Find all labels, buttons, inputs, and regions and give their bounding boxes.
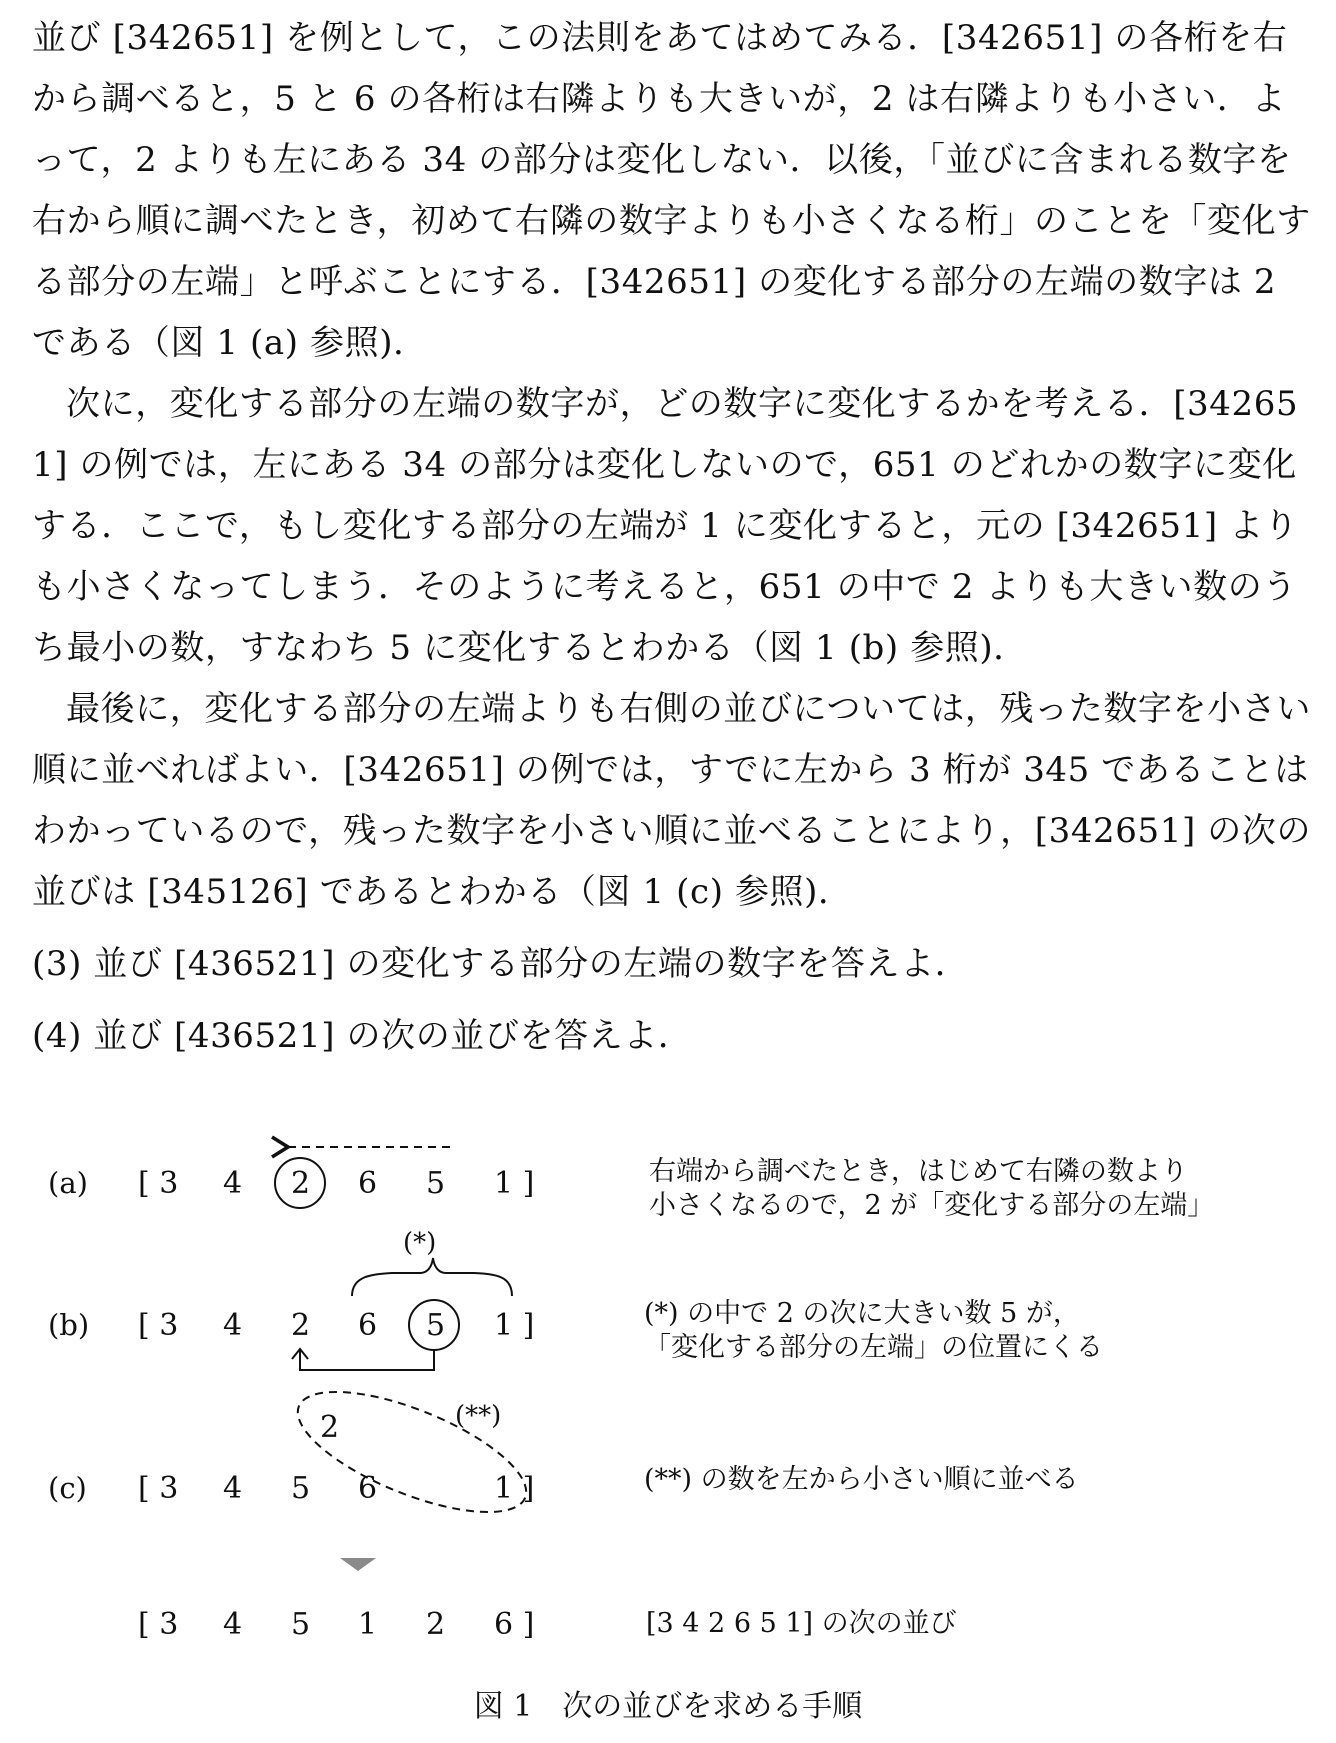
- row-b-circle-marker: [409, 1300, 459, 1350]
- result-item-5: 2: [426, 1607, 446, 1642]
- row-b-move-arrow: [300, 1350, 434, 1370]
- row-a-label: (a): [48, 1166, 88, 1200]
- row-b-item-1: [ 3: [138, 1308, 179, 1343]
- row-b-desc-line-2: 「変化する部分の左端」の位置にくる: [644, 1332, 1103, 1363]
- row-a-circle-marker: [275, 1158, 325, 1208]
- paragraph-1: 並び [342651] を例として，この法則をあてはめてみる．[342651] の各桁を右から調べると，5 と 6 の各桁は右隣よりも大きいが，2 は右隣よりも小さい．よって，2 よりも左にある 34 の部分は変化しない．以後，「並びに含まれる数字を右から順に調べたとき，初めて右隣の数字よりも小さくなる桁」のことを「変化する部分の左端」と呼ぶことにする．[342651] の変化する部分の左端の数字は 2 である（図 1 (a) 参照)．: [32, 18, 1311, 363]
- result-item-4: 1: [358, 1607, 378, 1642]
- row-a-item-4: 6: [358, 1166, 378, 1201]
- row-c-item-4: 6: [358, 1471, 378, 1506]
- result-item-1: [ 3: [138, 1607, 179, 1642]
- row-b-item-3: 2: [291, 1308, 311, 1343]
- result-item-2: 4: [223, 1607, 243, 1642]
- result-item-6: 6 ]: [494, 1607, 535, 1642]
- row-a-item-1: [ 3: [138, 1166, 179, 1201]
- question-3: (3) 並び [436521] の変化する部分の左端の数字を答えよ．: [32, 944, 970, 984]
- row-a-desc-line-1: 右端から調べたとき，はじめて右隣の数より: [649, 1156, 1188, 1187]
- problem-text: [32, 8, 1312, 1067]
- row-a-desc-line-2: 小さくなるので，2 が「変化する部分の左端」: [649, 1190, 1215, 1221]
- row-a-item-2: 4: [223, 1166, 243, 1201]
- row-b-mark: (*): [403, 1228, 437, 1258]
- figure-caption: 図 1 次の並びを求める手順: [473, 1689, 863, 1724]
- row-c-label: (c): [48, 1471, 87, 1505]
- row-b-brace: [352, 1258, 512, 1296]
- row-b-item-6: 1 ]: [494, 1308, 535, 1343]
- row-b-item-4: 6: [358, 1308, 378, 1343]
- paragraph-3: 最後に，変化する部分の左端よりも右側の並びについては，残った数字を小さい順に並べればよい．[342651] の例では，すでに左から 3 桁が 345 であることはわかっているので，残った数字を小さい順に並べることにより，[342651] の次の並びは [345126] であるとわかる（図 1 (c) 参照)．: [32, 689, 1312, 912]
- row-c-item-1: [ 3: [138, 1471, 179, 1506]
- row-a-item-5: 5: [426, 1166, 446, 1201]
- row-b-item-2: 4: [223, 1308, 243, 1343]
- row-b-desc-line-1: (*) の中で 2 の次に大きい数 5 が，: [644, 1298, 1080, 1329]
- row-c-floating-digit: 2: [320, 1410, 340, 1445]
- result-item-3: 5: [291, 1607, 311, 1642]
- row-c-item-5: 1 ]: [494, 1471, 535, 1506]
- row-c-item-2: 4: [223, 1471, 243, 1506]
- row-b-item-5: 5: [426, 1308, 446, 1343]
- row-b-arrowhead: [292, 1349, 308, 1359]
- row-c-dashed-ellipse: [283, 1367, 541, 1536]
- paragraph-2: 次に，変化する部分の左端の数字が，どの数字に変化するかを考える．[342651] の例では，左にある 34 の部分は変化しないので，651 のどれかの数字に変化する．ここで，もし変化する部分の左端が 1 に変化すると，元の [342651] よりも小さくなってしまう．そのように考えると，651 の中で 2 よりも大きい数のうち最小の数，すなわち 5 に変化するとわかる（図 1 (b) 参照)．: [32, 384, 1299, 668]
- down-triangle-icon: [340, 1558, 376, 1571]
- row-b-label: (b): [48, 1308, 90, 1342]
- row-a-item-6: 1 ]: [494, 1166, 535, 1201]
- row-c-mark: (**): [455, 1401, 502, 1431]
- row-c-item-3: 5: [291, 1471, 311, 1506]
- result-desc: [3 4 2 6 5 1] の次の並び: [646, 1608, 957, 1639]
- row-a-item-3: 2: [291, 1166, 311, 1201]
- question-4: (4) 並び [436521] の次の並びを答えよ．: [32, 1016, 693, 1056]
- row-c-desc-line-1: (**) の数を左から小さい順に並べる: [644, 1464, 1079, 1495]
